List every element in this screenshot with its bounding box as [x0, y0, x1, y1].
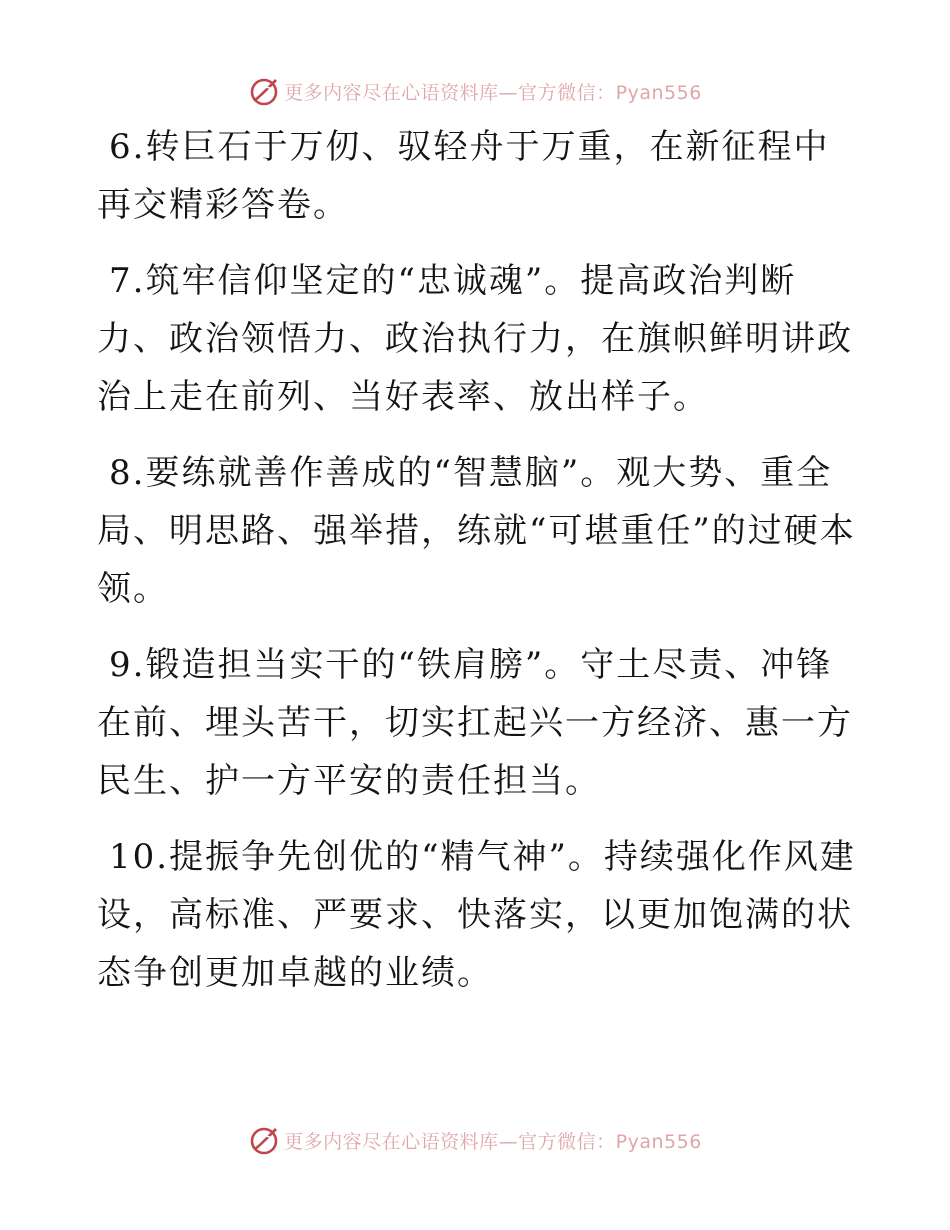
- paragraph-text: 转巨石于万仞、驭轻舟于万重，在新征程中再交精彩答卷。: [97, 127, 830, 225]
- paragraph-9: [97, 636, 857, 810]
- paragraph-text: 锻造担当实干的“铁肩膀”。守土尽责、冲锋在前、埋头苦干，切实扛起兴一方经济、惠一方民生、护一方平安的责任担当。: [97, 645, 853, 801]
- document-body: [97, 118, 857, 1020]
- brush-pen-logo-icon: [248, 1124, 280, 1156]
- paragraph-number: 9.: [109, 645, 146, 685]
- watermark-text: 更多内容尽在心语资料库—官方微信：Pyan556: [284, 1130, 702, 1153]
- paragraph-text: 提振争先创优的“精气神”。持续强化作风建设，高标准、严要求、快落实，以更加饱满的状态争创更加卓越的业绩。: [97, 837, 856, 993]
- footer-watermark: [0, 1120, 950, 1160]
- paragraph-text: 要练就善作善成的“智慧脑”。观大势、重全局、明思路、强举措，练就“可堪重任”的过硬本领。: [97, 453, 856, 609]
- paragraph-number: 6.: [109, 127, 146, 167]
- paragraph-number: 10.: [109, 837, 170, 877]
- paragraph-8: [97, 444, 857, 618]
- paragraph-6: [97, 118, 857, 234]
- brush-pen-logo-icon: [248, 75, 280, 107]
- paragraph-number: 8.: [109, 453, 146, 493]
- watermark-text: 更多内容尽在心语资料库—官方微信：Pyan556: [284, 81, 702, 104]
- paragraph-10: [97, 828, 857, 1002]
- paragraph-number: 7.: [109, 261, 146, 301]
- header-watermark: [0, 71, 950, 111]
- paragraph-text: 筑牢信仰坚定的“忠诚魂”。提高政治判断力、政治领悟力、政治执行力，在旗帜鲜明讲政治上走在前列、当好表率、放出样子。: [97, 261, 853, 417]
- paragraph-7: [97, 252, 857, 426]
